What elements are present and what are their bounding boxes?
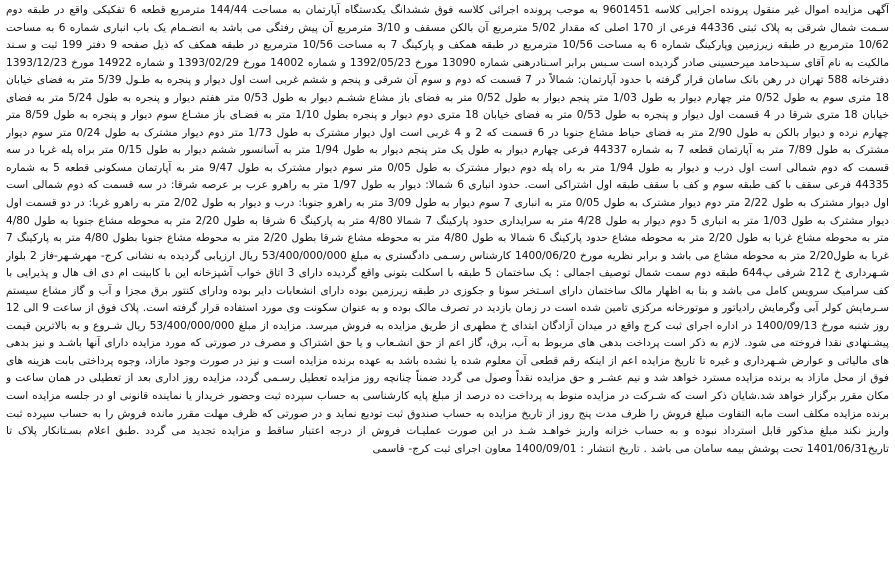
auction-notice-text: آگهی مزایده اموال غیر منقول پرونده اجرایی کلاسه 9601451 به موجب پرونده اجرائی کلاسه فوق ششدانگ یکدستگاه آپارتمان به مساحت 144/44 مترمربع قطعه 6 تفکیکی واقع در طبقه دوم سـمت شمال شرقی به پلاک ثبتی 44336 فرعی از 170 اصلی که مقدار 5/02 مترمربع آن بالکن مسقف و 3/10 مترمربع آن پیش رفتگی می باشد به انضـمام یک باب انباری شماره 6 به مساحت 10/62 مترمربع در طبقه زیرزمین وپارکینگ شماره 6 به مساحت 10/56 مترمربع در طبقه همکف و پارکینگ 7 به مساحت 10/56 مترمربع در طبقه همکف که ذیل صفحه 9 دفتر 199 ثبت و سـند مالکیت به نام آقای سـیدحامد میرحسینی صادر گردیده است سـبس برابر اسـنادرهنی شماره 13090 مورخ 1392/05/23 و شماره 14002 مورخ 1393/02/29 و شماره 14922 مورخ 1393/12/23 دفترخانه 588 تهران در رهن بانک سامان قرار گرفته با حدود آپارتمان: شمالاً در 7 قسمت که دوم و سوم آن شرقی و پنجم و ششم غربی است اول دیوار و پنجره به طـول 5/39 متر به فضای خیابان 18 متری سوم به طول 0/52 متر چهارم دیوار به طول 1/03 متر پنجم دیوار به طول 0/52 متر به فضای باز مشاع ششـم دیوار به طول 0/53 متر هفتم دیوار و پنجره به طول 5/24 متر به فضای خیابان 18 متری شرقا در 4 قسمت اول دیوار و پنجره به طول 0/53 متر به فضای خیابان 18 متری دوم دیوار و پنجره بطول 1/10 متر به فضـای باز مشـاع سوم دیوار و پنجره به طول 8/59 متر چهارم نرده و دیوار بالکن به طول 2/90 متر به فضای حیاط مشاع جنوبا در 6 قسمت که 2 و 4 غربی است اول دیوار مشترک به طول 1/73 متر دوم دیوار مشترک به طول 0/24 متر سوم دیوار مشترک به طول 7/89 متر به آپارتمان قطعه 7 به شماره 44337 فرعی چهارم دیوار به طول یک متر پنجم دیوار به طول 1/94 متر به آسانسور ششم دیوار به طول 0/15 متر براه پله غربا در سه قسمت که دوم شمالی است اول درب و دیوار به طول 1/94 متر به راه پله دوم دیوار مشترک به طول 0/05 متر سوم دیوار مشترک به طول 9/47 متر به آپارتمان مسکونی قطعه 5 به شماره 44335 فرعی سقف با کف طبقه سوم و کف با سقف طبقه اول اشتراکی است. حدود انباری 6 شمالا: دیوار به طول 1/97 متر به راهرو عرب بر عرصه شرقا: در سه قسمت که دوم شمالی است اول دیوار مشترک به طول 2/22 متر دوم دیوار مشترک به طول 0/05 متر به انباری 7 سوم دیوار به طول 3/09 متر به راهرو جنوبا: درب و دیوار به طول 2/02 متر به راهرو غربا: در دو قسمت اول دیوار مشترک به طول 1/03 متر به انباری 5 دوم دیوار به طول 4/28 متر به سرایداری حدود پارکینگ 7 شمالا 4/80 متر به پارکینگ 6 شرقا به طول 2/20 متر به محوطه مشاع جنوبا به طول 4/80 متر به محوطه مشاع غربا به طول 2/20 متر به محوطه مشاع حدود پارکینگ 6 شمالا به طول 4/80 متر به محوطه مشاع شرقا بطول 2/20 متر به محوطه مشاع جنوبا بطول 4/80 متر به پارکینگ 7 غربا به طول2/20 متر به محوطه مشاع می باشد و برابر نظریه مورخ 1400/06/20 کارشناس رسـمی دادگستری به مبلغ 53/400/000/000 ریال ارزیابی گردیده به نشانی کرج- مهرشـهر-فاز 2 بلوار شـهرداری خ 212 شرقی پ644 طبقه دوم سمت شمال توصیف اجمالی : یک ساختمان 5 طبقه با اسکلت بتونی واقع گردیده دارای 3 اتاق خواب آشپزخانه این با کابینت ام دی اف هال و پذیرایی با کف سرامیک سرویس کامل می باشد و بنا به اظهار مالک ساختمان دارای اسـتخر سونا و جکوزی در طبقه زیرزمین بوده دارای انشعابات دایر بوده ودارای کنتور برق مجزا و آب و گاز مشاع سیستم سـرمایش کولر آبی وگرمایش رادیاتور و موتورخانه مرکزی تامین شده است در زمان بازدید در تصرف مالک بوده و به عنوان سکونت وی مورد استفاده قرار گرفته است. پلاک فوق از ساعت 9 الی 12 روز شنبه مورخ 1400/09/13 در اداره اجرای ثبت کرج واقع در میدان آزادگان ابتدای خ مطهری از طریق مزایده به فروش میرسد. مزایده از مبلغ 53/400/000/000 ریال شـروع و به بالاترین قیمت پیشـنهادی نقدا فروخته می شود. لازم به ذکر است پرداخت بدهی های مربوط به آب، برق، گاز اعم از حق انشـعاب و یا حق اشتراک و مصرف در صورتی که مورد مزایده دارای آنها باشـد و نیز بدهی های مالیاتی و عوارض شـهرداری و غیره تا تاریخ مزایده اعم از اینکه رقم قطعی آن معلوم شده یا نشده باشد به عهده برنده مزایده است و نیز در صورت وجود مازاد، وجوه پرداختی بابت هزینه های فوق از محل مازاد به برنده مزایده مسترد خواهد شد و نیم عشـر و حق مزایده نقداً وصول می گردد ضمناً چنانچه روز مزایده تعطیل رسـمی گردد، مزایده روز اداری بعد از تعطیلی در همان ساعت و مکان مقرر برگزار خواهد شد.شایان ذکر است که شـرکت در مزایده منوط به پرداخت ده درصد از مبلغ پایه کارشناسی به حساب سپرده ثبت وحضور خریدار یا نماینده قانونی او در جلسه مزایده است برنده مزایده مکلف است مابه التفاوت مبلغ فروش را ظرف مدت پنج روز از تاریخ مزایده به حساب صندوق ثبت تودیع نماید و در صورتی که ظرف مهلت مقرر مانده فروش را به حساب سپرده ثبت واریز نکند مبلغ مذکور قابل استرداد نبوده و به حساب خزانه واریز خواهـد شـد در این صورت عملیـات فروش از درجه اعتبار ساقط و مزایده تجدید می گردد .طبق اعلام بسـتانکار پلاک تا تاریخ1401/06/31 تحت پوشش بیمه سامان می باشد . تاریخ انتشار : 1400/09/01 معاون اجرای ثبت کرج- قاسمی: [6, 4, 889, 455]
